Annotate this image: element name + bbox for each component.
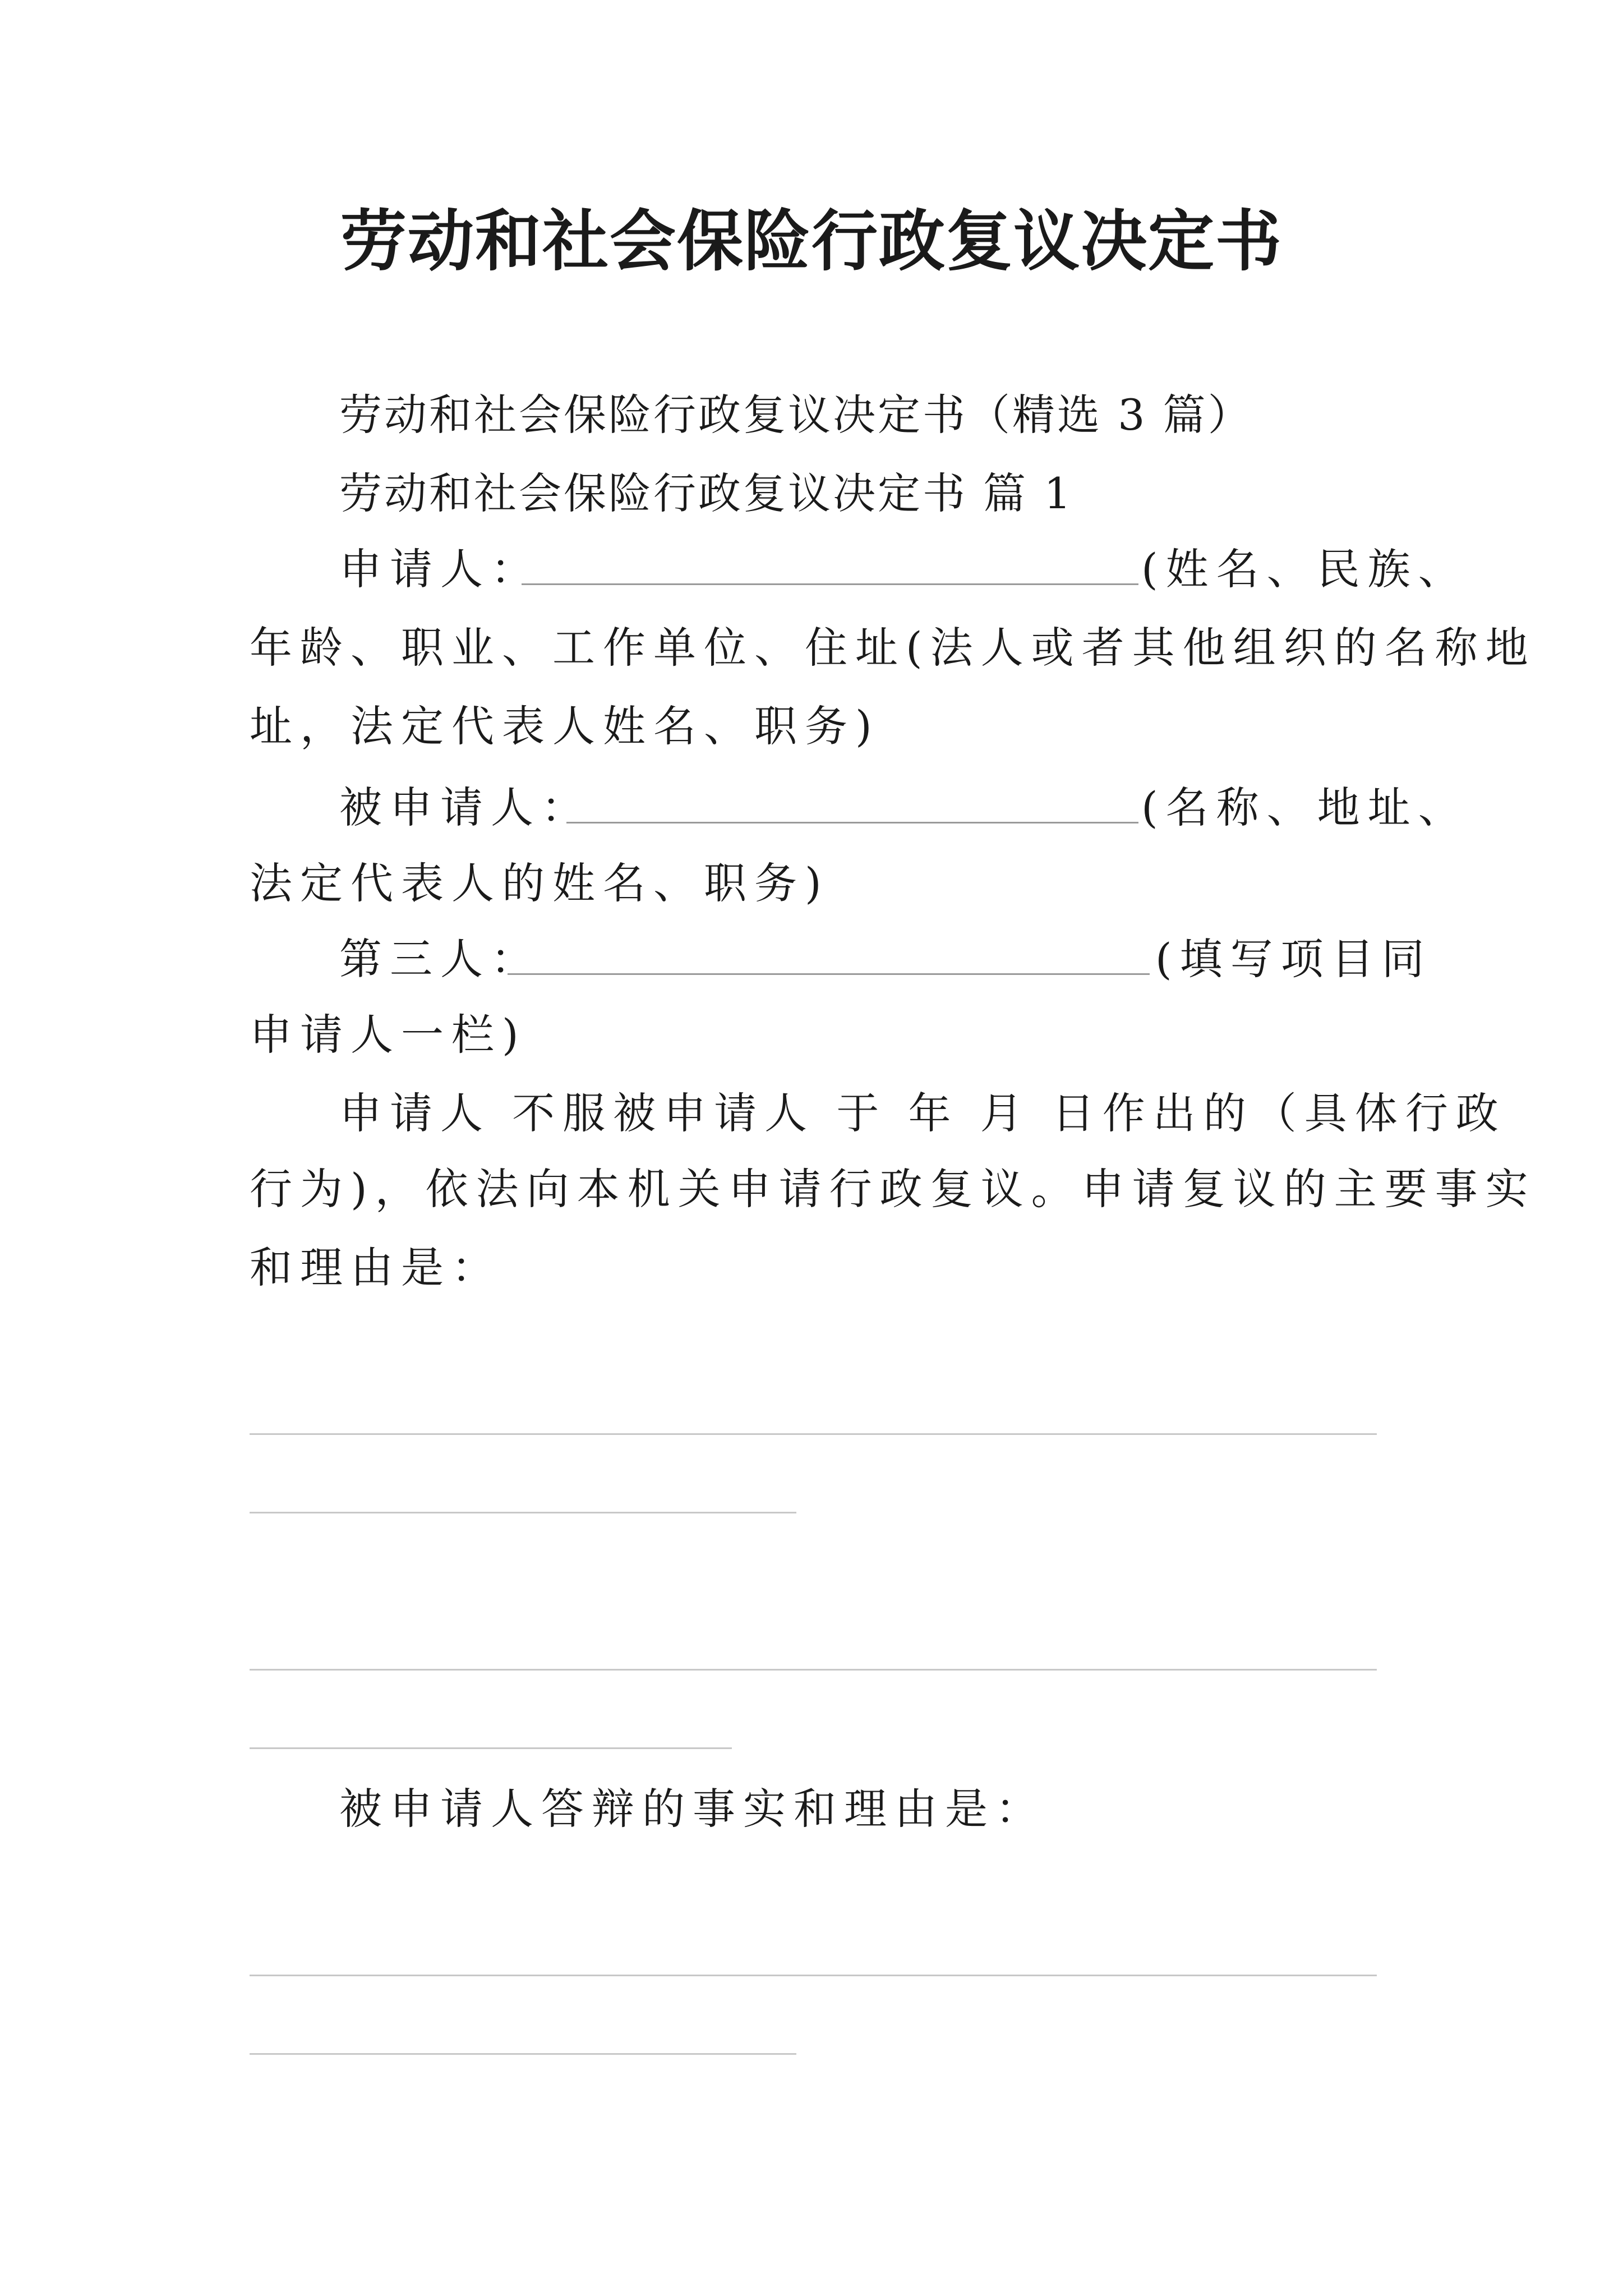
document-subtitle: 劳动和社会保险行政复议决定书（精选 3 篇） <box>339 390 1253 440</box>
document-title: 劳动和社会保险行政复议决定书 <box>340 202 1283 280</box>
respondent-hint-line2: 法定代表人的姓名、职务) <box>250 858 829 908</box>
statement-line1: 申请人 不服被申请人 于 年 月 日作出的（具体行政 <box>339 1088 1506 1138</box>
respondent-label: 被申请人： <box>339 783 592 832</box>
writing-line[interactable] <box>250 1975 1377 1976</box>
third-party-blank[interactable] <box>508 973 1150 975</box>
applicant-hint-line2: 年龄、职业、工作单位、住址(法人或者其他组织的名称地 <box>250 623 1536 673</box>
writing-line[interactable] <box>250 2053 796 2055</box>
respondent-hint-line1: (名称、地址、 <box>1141 783 1469 832</box>
third-party-label: 第三人： <box>339 934 541 984</box>
statement-line2: 行为)，依法向本机关申请行政复议。申请复议的主要事实 <box>250 1164 1536 1214</box>
writing-line[interactable] <box>250 1433 1377 1435</box>
applicant-blank[interactable] <box>522 583 1138 585</box>
third-party-hint-line1: (填写项目同 <box>1155 934 1432 984</box>
section-heading: 劳动和社会保险行政复议决定书 篇 1 <box>339 468 1073 518</box>
applicant-hint-line1: (姓名、民族、 <box>1141 544 1469 594</box>
applicant-hint-line3: 址，法定代表人姓名、职务) <box>250 701 880 751</box>
applicant-label: 申请人： <box>339 544 541 594</box>
statement-line3: 和理由是： <box>250 1243 502 1292</box>
writing-line[interactable] <box>250 1669 1377 1671</box>
respondent-blank[interactable] <box>566 822 1138 823</box>
writing-line[interactable] <box>250 1747 732 1749</box>
third-party-hint-line2: 申请人一栏) <box>250 1010 527 1060</box>
respondent-reply-label: 被申请人答辩的事实和理由是： <box>339 1784 1046 1834</box>
writing-line[interactable] <box>250 1512 796 1513</box>
